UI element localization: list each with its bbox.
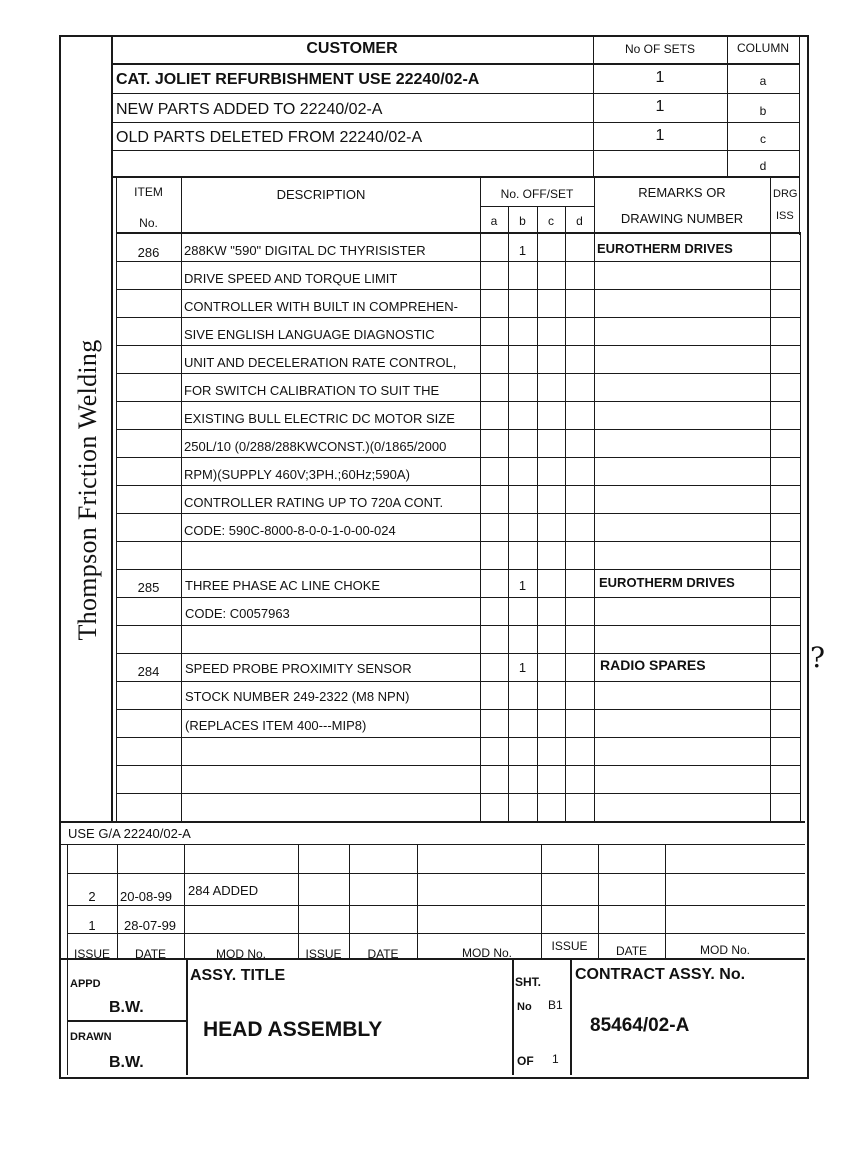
- item-description-line: 288KW "590" DIGITAL DC THYRISISTER: [184, 243, 426, 258]
- col-c-header: c: [548, 214, 554, 228]
- item-description-line: RPM)(SUPPLY 460V;3PH.;60Hz;590A): [184, 467, 410, 482]
- header-rule: [111, 150, 799, 151]
- header-rule: [111, 93, 799, 94]
- rev-issue-header: ISSUE: [73, 947, 110, 961]
- rev-mod: 284 ADDED: [188, 883, 259, 898]
- company-brand: Thompson Friction Welding: [73, 339, 102, 641]
- sheet-no: B1: [548, 998, 563, 1012]
- item-qty-b: 1: [518, 578, 527, 593]
- header-rule: [111, 176, 799, 178]
- customer-row-column: c: [760, 132, 766, 146]
- item-description-line: (REPLACES ITEM 400---MIP8): [185, 718, 367, 733]
- drawn-value: B.W.: [109, 1054, 144, 1071]
- item-description-line: CONTROLLER WITH BUILT IN COMPREHEN-: [184, 299, 458, 314]
- table-row-line: [116, 513, 800, 514]
- sheet-no-label: No: [517, 1001, 532, 1013]
- table-vline: [181, 176, 182, 821]
- drg-header: DRG: [773, 188, 798, 200]
- contract-label: CONTRACT ASSY. No.: [575, 966, 746, 983]
- item-header: ITEM: [134, 185, 163, 199]
- table-row-line: [116, 345, 800, 346]
- column-label: COLUMN: [736, 41, 789, 55]
- customer-row-column: b: [759, 104, 767, 118]
- rev-rule: [67, 933, 805, 934]
- customer-row-sets: 1: [655, 69, 665, 86]
- rev-vline: [117, 844, 118, 958]
- item-description-line: THREE PHASE AC LINE CHOKE: [185, 578, 381, 593]
- item-description-line: DRIVE SPEED AND TORQUE LIMIT: [184, 271, 398, 286]
- rev-vline: [298, 844, 299, 958]
- appd-label: APPD: [70, 978, 101, 990]
- item-description-line: CONTROLLER RATING UP TO 720A CONT.: [184, 495, 444, 510]
- table-row-line: [116, 289, 800, 290]
- rev-vline: [598, 844, 599, 958]
- header-rule: [111, 122, 799, 123]
- customer-row-column: a: [759, 74, 767, 88]
- table-row-line: [116, 261, 800, 262]
- customer-row-text: OLD PARTS DELETED FROM 22240/02-A: [116, 129, 423, 146]
- item-qty-b: 1: [518, 243, 527, 258]
- off-set-header: No. OFF/SET: [500, 187, 574, 201]
- item-remark: RADIO SPARES: [600, 657, 706, 673]
- item-qty-b: 1: [518, 660, 527, 675]
- item-number: 284: [137, 664, 160, 679]
- rev-rule: [67, 905, 805, 906]
- table-vline: [800, 232, 801, 821]
- table-row-line: [116, 401, 800, 402]
- rev-date: 20-08-99: [120, 889, 173, 904]
- customer-label: CUSTOMER: [306, 40, 398, 57]
- rev-issue: 2: [88, 889, 96, 904]
- item-description-line: EXISTING BULL ELECTRIC DC MOTOR SIZE: [184, 411, 455, 426]
- rev-rule: [67, 873, 805, 874]
- item-remark: EUROTHERM DRIVES: [597, 241, 733, 256]
- sets-label: No OF SETS: [624, 42, 695, 56]
- item-remark: EUROTHERM DRIVES: [599, 575, 735, 590]
- rev-date-header: DATE: [615, 944, 648, 958]
- item-description-line: SIVE ENGLISH LANGUAGE DIAGNOSTIC: [184, 327, 435, 342]
- table-row-line: [116, 541, 800, 542]
- item-no-header: No.: [139, 216, 158, 230]
- contract-number: 85464/02-A: [590, 1015, 690, 1036]
- customer-row-text: CAT. JOLIET REFURBISHMENT USE 22240/02-A: [116, 71, 480, 88]
- table-row-line: [116, 429, 800, 430]
- customer-row-text: NEW PARTS ADDED TO 22240/02-A: [116, 101, 383, 118]
- title-rule: [67, 1020, 187, 1022]
- col-a-header: a: [490, 214, 498, 228]
- header-right-edge: [799, 35, 800, 235]
- table-row-line: [116, 709, 800, 710]
- table-row-line: [116, 597, 800, 598]
- rev-vline: [349, 844, 350, 958]
- assy-title: HEAD ASSEMBLY: [203, 1018, 383, 1041]
- rev-mod-header: MOD No.: [462, 946, 513, 960]
- table-row-line: [116, 569, 800, 570]
- margin-question-mark: ?: [810, 641, 826, 674]
- item-description-line: CODE: C0057963: [185, 606, 290, 621]
- rev-vline: [184, 844, 185, 958]
- item-number: 285: [137, 580, 160, 595]
- col-b-header: b: [519, 214, 526, 228]
- rev-date-header: DATE: [134, 947, 167, 961]
- table-row-line: [116, 485, 800, 486]
- title-vline: [570, 958, 572, 1075]
- appd-value: B.W.: [109, 999, 144, 1016]
- table-bottom-line: [59, 821, 805, 823]
- table-vline: [594, 176, 595, 821]
- customer-row-sets: 1: [655, 127, 665, 144]
- item-number: 286: [137, 245, 160, 260]
- column-header-rule: [116, 232, 800, 234]
- rev-date: 28-07-99: [124, 918, 177, 933]
- table-row-line: [116, 625, 800, 626]
- table-row-line: [116, 317, 800, 318]
- rev-vline: [417, 844, 418, 958]
- title-vline: [186, 958, 188, 1075]
- table-row-line: [116, 681, 800, 682]
- table-vline: [770, 176, 771, 821]
- header-rule: [111, 63, 799, 65]
- iss-header: ISS: [776, 210, 794, 222]
- table-row-line: [116, 373, 800, 374]
- sheet-of-value: 1: [552, 1052, 559, 1066]
- rev-issue-header: ISSUE: [305, 947, 342, 961]
- drawn-label: DRAWN: [70, 1031, 112, 1043]
- customer-row-column: d: [759, 159, 767, 173]
- sheet-of-label: OF: [517, 1054, 534, 1068]
- description-header: DESCRIPTION: [276, 187, 366, 202]
- table-row-line: [116, 793, 800, 794]
- table-row-line: [116, 737, 800, 738]
- rev-mod-header: MOD No.: [215, 947, 266, 961]
- drawing-number-header: DRAWING NUMBER: [620, 211, 744, 226]
- rev-issue-header: ISSUE: [551, 939, 588, 953]
- brand-column-divider: [111, 35, 113, 822]
- rev-date-header: DATE: [367, 947, 399, 961]
- col-d-header: d: [576, 214, 583, 228]
- table-row-line: [116, 765, 800, 766]
- title-vline: [512, 958, 514, 1075]
- table-vline: [116, 176, 117, 821]
- rev-rule: [59, 844, 805, 845]
- item-description-line: SPEED PROBE PROXIMITY SENSOR: [185, 661, 412, 676]
- sheet-label: SHT.: [515, 975, 542, 989]
- rev-vline: [665, 844, 666, 958]
- table-row-line: [116, 457, 800, 458]
- item-description-line: UNIT AND DECELERATION RATE CONTROL,: [184, 355, 457, 370]
- rev-mod-header: MOD No.: [700, 943, 751, 957]
- item-description-line: CODE: 590C-8000-8-0-0-1-0-00-024: [184, 523, 396, 538]
- customer-row-sets: 1: [655, 98, 665, 115]
- item-description-line: 250L/10 (0/288/288KWCONST.)(0/1865/2000: [184, 439, 447, 454]
- remarks-header: REMARKS OR: [638, 185, 726, 200]
- assy-title-label: ASSY. TITLE: [190, 967, 286, 984]
- rev-issue: 1: [88, 918, 96, 933]
- item-description-line: FOR SWITCH CALIBRATION TO SUIT THE: [184, 383, 440, 398]
- table-row-line: [116, 653, 800, 654]
- item-description-line: STOCK NUMBER 249-2322 (M8 NPN): [185, 689, 410, 704]
- use-ga-note: USE G/A 22240/02-A: [68, 826, 191, 841]
- table-vline: [480, 176, 481, 821]
